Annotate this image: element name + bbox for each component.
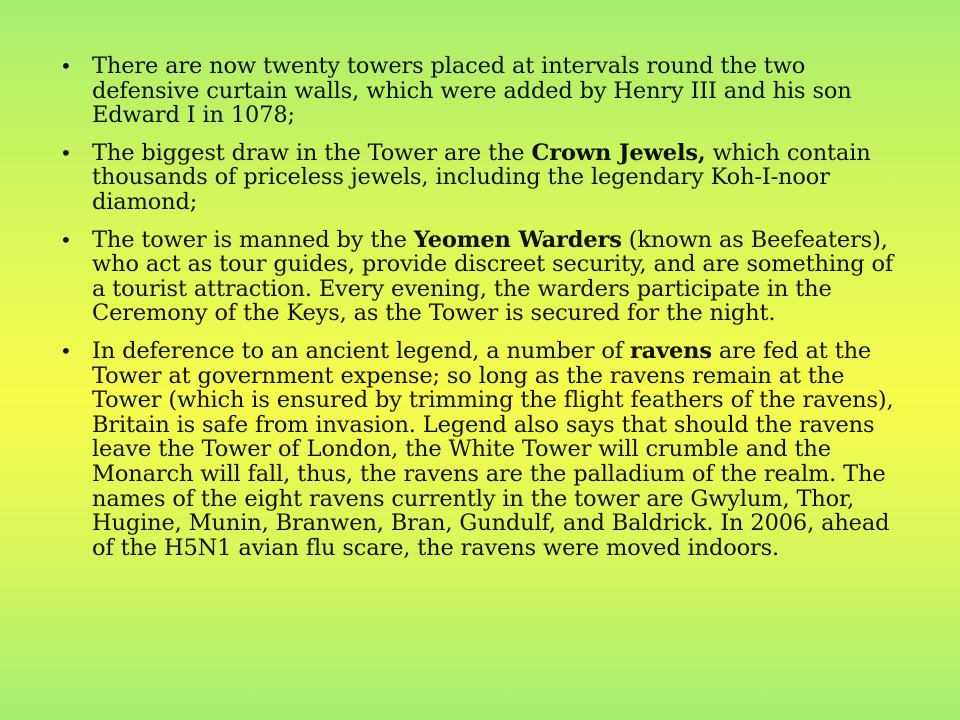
bullet-item-crown-jewels xyxy=(58,141,904,215)
bold-term-yeomen-warders: Yeomen Warders xyxy=(413,226,622,253)
bullet-text: The tower is manned by the Yeomen Warders (known as Beefeaters), who act as tour guides, provide discreet security, and are something of a tourist attraction. Every evening, the warders participate in the Ceremony of the Keys, as the Tower is secured for the night. xyxy=(92,226,894,327)
bullet-dot-icon: • xyxy=(60,140,72,165)
bullet-text: There are now twenty towers placed at intervals round the two defensive curtain walls, which were added by Henry III and his son Edward I in 1078; xyxy=(92,53,852,129)
bullet-item-ravens xyxy=(58,339,904,560)
bullet-dot-icon: • xyxy=(60,227,72,252)
bullet-text: The biggest draw in the Tower are the Crown Jewels, which contain thousands of priceless jewels, including the legendary Koh-I-noor diamond; xyxy=(92,139,871,215)
bullet-dot-icon: • xyxy=(60,54,72,78)
bullet-text: In deference to an ancient legend, a number of ravens are fed at the Tower at government expense; so long as the ravens remain at the Tower (which is ensured by trimming the flight feathers of the ravens), Britain is safe from invasion. Legend also says that should the ravens leave the Tower of London, the White Tower will crumble and the Monarch will fall, thus, the ravens are the palladium of the realm. The names of the eight ravens currently in the tower are Gwylum, Thor, Hugine, Munin, Branwen, Bran, Gundulf, and Baldrick. In 2006, ahead of the H5N1 avian flu scare, the ravens were moved indoors. xyxy=(92,337,894,561)
bold-term-ravens: ravens xyxy=(629,337,712,364)
bullet-item-yeomen-warders xyxy=(58,228,904,326)
bullet-item-towers xyxy=(58,54,904,128)
bullet-list xyxy=(58,54,904,560)
bold-term-crown-jewels: Crown Jewels, xyxy=(531,139,706,166)
bullet-dot-icon: • xyxy=(60,338,72,363)
